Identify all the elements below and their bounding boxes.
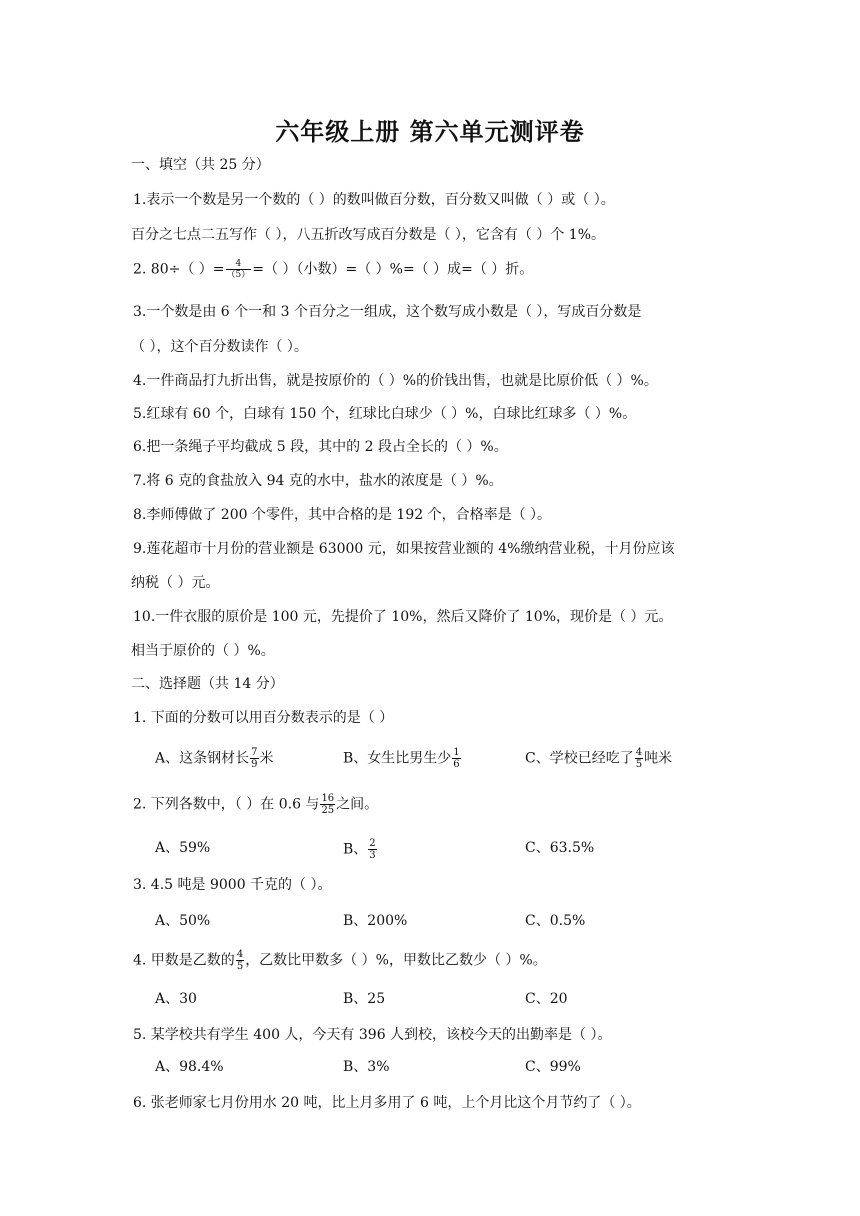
choice-question-5: 5. 某学校共有学生 400 人，今天有 396 人到校，该校今天的出勤率是（ ）。 bbox=[133, 1027, 612, 1043]
question-5: 5.红球有 60 个，白球有 150 个，红球比白球少（ ）%，白球比红球多（ ）%。 bbox=[133, 406, 637, 422]
choice-4-option-c: C、20 bbox=[525, 991, 568, 1007]
question-9-line-1: 9.莲花超市十月份的营业额是 63000 元，如果按营业额的 4%缴纳营业税，十月份应该 bbox=[133, 541, 675, 557]
choice-question-1: 1. 下面的分数可以用百分数表示的是（ ） bbox=[133, 710, 394, 726]
question-3-line-1: 3.一个数是由 6 个一和 3 个百分之一组成，这个数写成小数是（ ），写成百分数是 bbox=[133, 304, 642, 320]
section-heading-fill-blank: 一、填空（共 25 分） bbox=[131, 157, 270, 173]
fraction-denominator: 6 bbox=[453, 759, 460, 770]
choice-3-option-b: B、200% bbox=[343, 913, 408, 929]
choice-5-option-a: A、98.4% bbox=[155, 1059, 224, 1075]
question-7: 7.将 6 克的食盐放入 94 克的水中，盐水的浓度是（ ）%。 bbox=[133, 473, 503, 489]
fraction-numerator: 4 bbox=[226, 259, 252, 270]
option-fraction bbox=[635, 747, 643, 770]
option-fraction bbox=[250, 747, 258, 770]
fraction-numerator: 4 bbox=[236, 949, 244, 960]
question-fraction bbox=[236, 949, 244, 972]
choice-question-2 bbox=[133, 793, 378, 816]
question-1-line-2: 百分之七点二五写作（ ），八五折改写成百分数是（ ），它含有（ ）个 1%。 bbox=[131, 227, 606, 243]
option-text: 米 bbox=[259, 750, 274, 767]
fraction-numerator: 7 bbox=[251, 747, 258, 758]
choice-1-option-b bbox=[343, 747, 462, 770]
page-title: 六年级上册 第六单元测评卷 bbox=[275, 118, 585, 146]
option-fraction bbox=[368, 838, 376, 861]
choice-3-option-a: A、50% bbox=[155, 913, 211, 929]
question-2-end: =（ ）（小数）=（ ）%=（ ）成=（ ）折。 bbox=[252, 261, 534, 278]
choice-4-option-b: B、25 bbox=[343, 991, 386, 1007]
question-2-fraction bbox=[226, 259, 252, 280]
option-text: A、这条钢材长 bbox=[155, 750, 250, 767]
fraction-denominator: 25 bbox=[321, 805, 335, 816]
choice-4-option-a: A、30 bbox=[155, 991, 197, 1007]
option-text: B、女生比男生少 bbox=[343, 750, 452, 767]
fraction-numerator: 4 bbox=[635, 747, 643, 758]
section-heading-choice: 二、选择题（共 14 分） bbox=[131, 676, 284, 692]
question-9-line-2: 纳税（ ）元。 bbox=[131, 575, 220, 591]
fraction-denominator: 5 bbox=[236, 961, 244, 972]
question-3-line-2: （ ），这个百分数读作（ ）。 bbox=[131, 339, 308, 355]
choice-question-6: 6. 张老师家七月份用水 20 吨，比上月多用了 6 吨，上个月比这个月节约了（ ）。 bbox=[133, 1095, 641, 1111]
question-fraction bbox=[320, 793, 335, 816]
question-text: ，乙数比甲数多（ ）%，甲数比乙数少（ ）%。 bbox=[245, 952, 547, 969]
option-text: 吨米 bbox=[644, 750, 673, 767]
choice-5-option-c: C、99% bbox=[525, 1059, 581, 1075]
question-8: 8.李师傅做了 200 个零件，其中合格的是 192 个，合格率是（ ）。 bbox=[133, 507, 552, 523]
choice-2-option-c: C、63.5% bbox=[525, 840, 595, 856]
choice-question-4 bbox=[133, 949, 547, 972]
option-fraction bbox=[452, 747, 460, 770]
question-10-line-2: 相当于原价的（ ）%。 bbox=[131, 643, 275, 659]
fraction-denominator: （5） bbox=[226, 270, 251, 280]
option-text: B、 bbox=[343, 841, 368, 858]
question-4: 4.一件商品打九折出售，就是按原价的（ ）%的价钱出售，也就是比原价低（ ）%。 bbox=[133, 373, 658, 389]
fraction-denominator: 9 bbox=[251, 759, 258, 770]
question-6: 6.把一条绳子平均截成 5 段，其中的 2 段占全长的（ ）%。 bbox=[133, 439, 508, 455]
choice-1-option-c bbox=[525, 747, 672, 770]
question-2-start: 2. 80÷（ ）= bbox=[133, 261, 225, 278]
option-text: C、学校已经吃了 bbox=[525, 750, 634, 767]
choice-question-3: 3. 4.5 吨是 9000 千克的（ ）。 bbox=[133, 877, 332, 893]
fraction-numerator: 2 bbox=[369, 838, 376, 849]
choice-2-option-b bbox=[343, 838, 378, 861]
choice-1-option-a bbox=[155, 747, 274, 770]
question-text: 之间。 bbox=[336, 796, 379, 813]
question-2 bbox=[133, 259, 533, 280]
choice-2-option-a: A、59% bbox=[155, 840, 211, 856]
fraction-denominator: 3 bbox=[369, 850, 376, 861]
question-1-line-1: 1.表示一个数是另一个数的（ ）的数叫做百分数，百分数又叫做（ ）或（ ）。 bbox=[133, 192, 615, 208]
choice-5-option-b: B、3% bbox=[343, 1059, 390, 1075]
question-text: 2. 下列各数中，（ ）在 0.6 与 bbox=[133, 796, 320, 813]
question-10-line-1: 10.一件衣服的原价是 100 元，先提价了 10%，然后又降价了 10%，现价是（ ）元。 bbox=[133, 609, 673, 625]
fraction-denominator: 5 bbox=[635, 759, 643, 770]
fraction-numerator: 16 bbox=[321, 793, 335, 804]
choice-3-option-c: C、0.5% bbox=[525, 913, 586, 929]
fraction-numerator: 1 bbox=[453, 747, 460, 758]
question-text: 4. 甲数是乙数的 bbox=[133, 952, 235, 969]
